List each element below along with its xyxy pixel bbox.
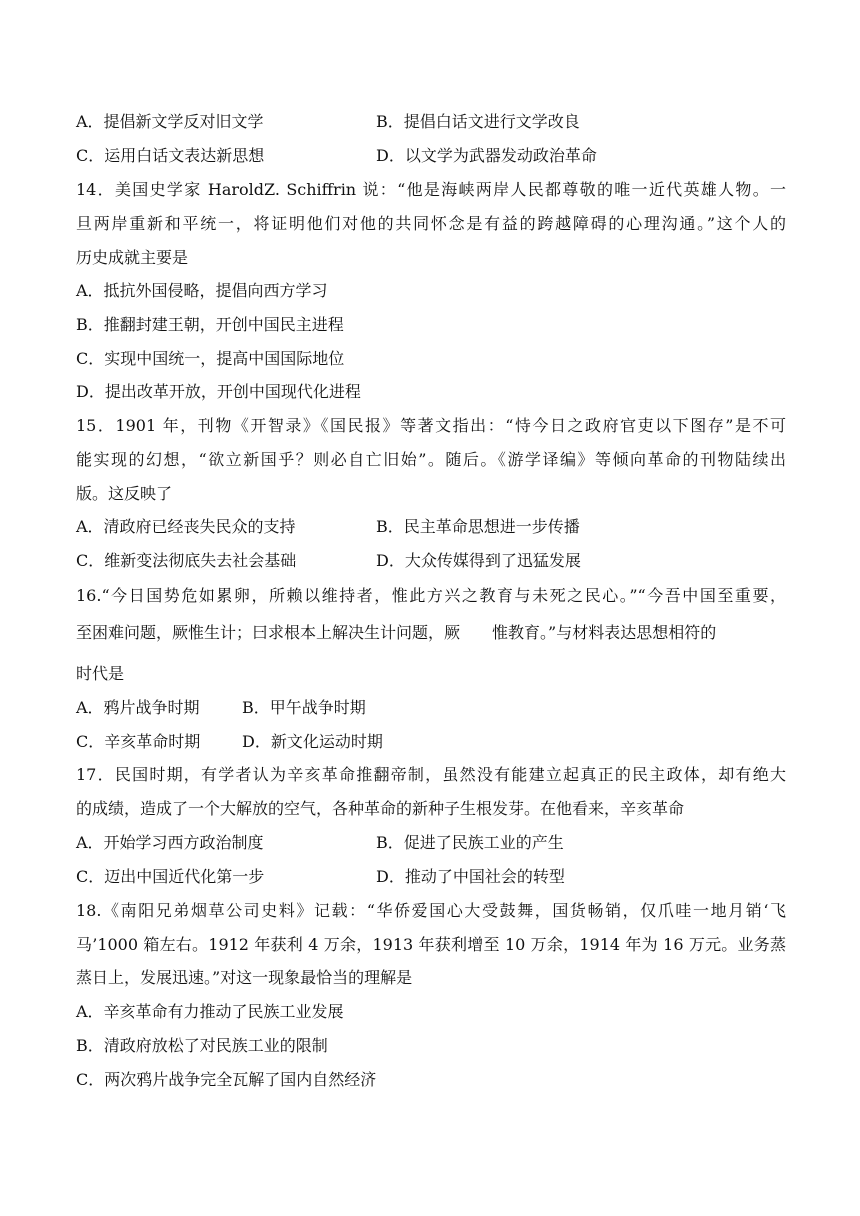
q17-option-c[interactable]: C．迈出中国近代化第一步	[76, 867, 265, 886]
q16-option-d[interactable]: D．新文化运动时期	[242, 732, 383, 751]
q16-options-row-2	[76, 731, 786, 753]
q17-stem-line-1: 17．民国时期，有学者认为辛亥革命推翻帝制，虽然没有能建立起真正的民主政体，却有绝大	[76, 765, 786, 784]
q17-option-a[interactable]: A．开始学习西方政治制度	[76, 833, 264, 852]
q16-option-b[interactable]: B．甲午战争时期	[242, 698, 366, 717]
q17-stem-line-2: 的成绩，造成了一个大解放的空气，各种革命的新种子生根发芽。在他看来，辛亥革命	[76, 799, 685, 818]
q18-stem-line-2: 马’1000 箱左右。1912 年获利 4 万余，1913 年获利增至 10 万余，1914 年为 16 万元。业务蒸	[76, 935, 786, 954]
q17-option-b[interactable]: B．促进了民族工业的产生	[376, 833, 564, 852]
q16-options-row-1	[76, 697, 786, 719]
q14-stem-line-2: 旦两岸重新和平统一，将证明他们对他的共同怀念是有益的跨越障碍的心理沟通。”这个人的	[76, 214, 786, 233]
q13-option-d[interactable]: D．以文学为武器发动政治革命	[376, 146, 597, 165]
q14-stem-line-3: 历史成就主要是	[76, 248, 189, 267]
q14-option-d[interactable]: D．提出改革开放，开创中国现代化进程	[76, 382, 361, 401]
q15-stem-line-2: 能实现的幻想，“欲立新国乎？则必自亡旧始”。随后。《游学译编》等倾向革命的刊物陆续出	[76, 450, 786, 469]
q16-stem-line-3: 时代是	[76, 664, 125, 683]
q18-stem-line-3: 蒸日上，发展迅速。”对这一现象最恰当的理解是	[76, 968, 413, 987]
q13-options-row-2	[76, 145, 786, 167]
q14-option-b[interactable]: B．推翻封建王朝，开创中国民主进程	[76, 315, 344, 334]
q16-stem-line-1: 16.“今日国势危如累卵，所赖以维持者，惟此方兴之教育与未死之民心。”“今吾中国至重要，	[76, 586, 786, 605]
q16-option-a[interactable]: A．鸦片战争时期	[76, 698, 200, 717]
q18-option-c[interactable]: C．两次鸦片战争完全瓦解了国内自然经济	[76, 1070, 377, 1089]
q14-option-a[interactable]: A．抵抗外国侵略，提倡向西方学习	[76, 281, 328, 300]
q13-option-c[interactable]: C．运用白话文表达新思想	[76, 146, 265, 165]
q17-options-row-1	[76, 832, 786, 854]
q18-stem-line-1: 18.《南阳兄弟烟草公司史料》记载：“华侨爱国心大受鼓舞，国货畅销，仅爪哇一地月销‘飞	[76, 901, 786, 920]
q13-option-a[interactable]: A．提倡新文学反对旧文学	[76, 112, 264, 131]
q15-options-row-2	[76, 550, 786, 572]
q15-stem-line-1: 15．1901 年，刊物《开智录》《国民报》等著文指出：“恃今日之政府官吏以下图存”是不可	[76, 416, 786, 435]
q16-stem-line-2-part-1: 至困难问题，厥惟生计；曰求根本上解决生计问题，厥	[76, 623, 461, 642]
q18-option-a[interactable]: A．辛亥革命有力推动了民族工业发展	[76, 1002, 344, 1021]
q16-option-c[interactable]: C．辛亥革命时期	[76, 732, 201, 751]
q16-stem-line-2	[76, 622, 786, 644]
q15-option-c[interactable]: C．维新变法彻底失去社会基础	[76, 551, 297, 570]
q15-option-a[interactable]: A．清政府已经丧失民众的支持	[76, 517, 296, 536]
q15-stem-line-3: 版。这反映了	[76, 484, 173, 503]
q14-option-c[interactable]: C．实现中国统一，提高中国国际地位	[76, 349, 345, 368]
q13-option-b[interactable]: B．提倡白话文进行文学改良	[376, 112, 580, 131]
q18-option-b[interactable]: B．清政府放松了对民族工业的限制	[76, 1036, 328, 1055]
q14-stem-line-1: 14．美国史学家 HaroldZ. Schiffrin 说：“他是海峡两岸人民都尊敬的唯一近代英雄人物。一	[76, 180, 786, 199]
q15-options-row-1	[76, 516, 786, 538]
q13-options-row-1	[76, 111, 786, 133]
q17-option-d[interactable]: D．推动了中国社会的转型	[376, 867, 565, 886]
q15-option-b[interactable]: B．民主革命思想进一步传播	[376, 517, 580, 536]
q16-stem-line-2-part-2: 惟教育。”与材料表达思想相符的	[492, 623, 717, 642]
q17-options-row-2	[76, 866, 786, 888]
q15-option-d[interactable]: D．大众传媒得到了迅猛发展	[376, 551, 581, 570]
